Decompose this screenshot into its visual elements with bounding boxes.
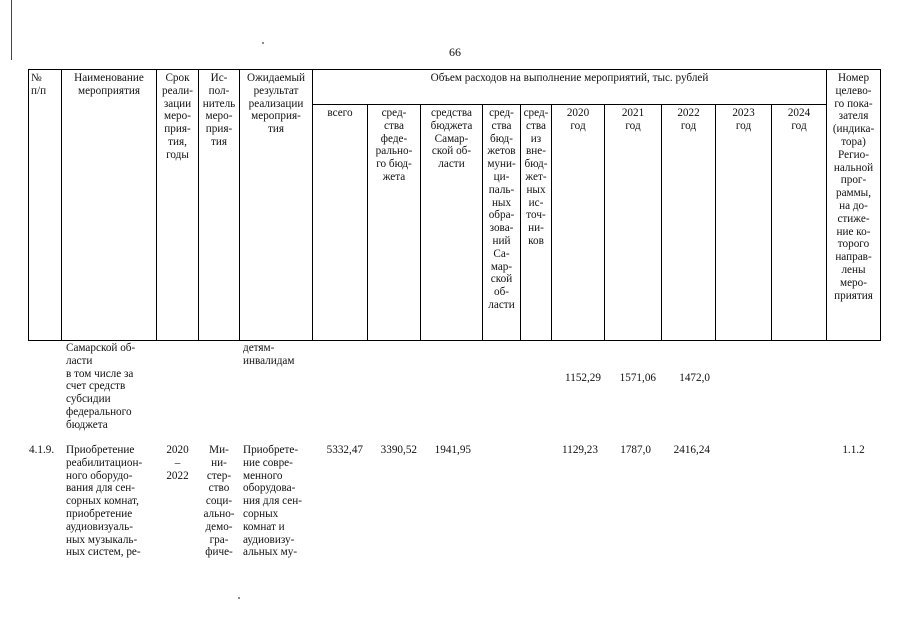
header-term: Срок реали- зации меро- прия- тия, годы: [161, 72, 194, 161]
table-col-line: [61, 69, 62, 341]
table-col-line: [661, 104, 662, 341]
table-subheader-line: [312, 104, 826, 105]
row2-executor: Ми- ни- стер- ство соци- ально- демо- гра- фиче-: [203, 444, 235, 559]
row2-result: Приобрете- ние совре- менного оборудова- ния для сен- сорных комнат и аудиовизу- альных му-: [243, 444, 302, 559]
header-num: № п/п: [31, 72, 47, 97]
table-col-line: [715, 104, 716, 341]
subheader-extrabudget: сред- ства из вне- бюд- жет- ных ис- точ- ни- ков: [523, 107, 549, 247]
table-col-line: [880, 69, 881, 341]
header-indicator: Номер целево- го пока- зателя (индика- тора) Регио- нальной прог- раммы, на до- стиже- ние ко- торого направ- лены меро- приятия: [832, 72, 875, 302]
row2-2020: 1129,23: [562, 444, 598, 456]
subheader-federal: сред- ства феде- рально- го бюд- жета: [375, 107, 413, 183]
row1-name: Самарской об- ласти в том числе за счет средств субсидии федерального бюджета: [66, 342, 136, 431]
row2-indicator: 1.1.2: [842, 444, 865, 456]
scan-speck: [262, 42, 264, 44]
table-col-line: [604, 104, 605, 341]
subheader-2022: 2022 год: [677, 107, 700, 132]
header-volume: Объем расходов на выполнение мероприятий, тыс. рублей: [430, 72, 709, 84]
row2-num: 4.1.9.: [29, 444, 55, 456]
row1-2020: 1152,29: [565, 372, 601, 384]
subheader-2024: 2024 год: [787, 107, 811, 132]
header-result: Ожидаемый результат реализации мероприя- тия: [246, 72, 305, 136]
table-col-line: [551, 104, 552, 341]
scan-edge-line: [11, 0, 12, 60]
row2-regional: 1941,95: [434, 444, 471, 456]
row2-total: 5332,47: [326, 444, 363, 456]
subheader-2021: 2021 год: [621, 107, 645, 132]
row1-2021: 1571,06: [619, 372, 656, 384]
table-col-line: [28, 69, 29, 341]
row1-2022: 1472,0: [679, 372, 710, 384]
row1-result: детям- инвалидам: [243, 342, 295, 367]
scan-speck: [238, 597, 240, 599]
row2-2022: 2416,24: [673, 444, 710, 456]
subheader-municipal: сред- ства бюд- жетов муни- ци- паль- ных обра- зова- ний Са- мар- ской об- ласти: [487, 107, 516, 311]
page-number: 66: [449, 45, 461, 59]
subheader-total: всего: [327, 107, 353, 119]
table-col-line: [771, 104, 772, 341]
header-executor: Ис- пол- нитель меро- прия- тия: [202, 72, 236, 148]
subheader-regional: средства бюджета Самар- ской об- ласти: [430, 107, 473, 171]
header-name: Наименование мероприятия: [74, 72, 144, 97]
row2-federal: 3390,52: [380, 444, 417, 456]
subheader-2020: 2020 год: [566, 107, 590, 132]
row2-name: Приобретение реабилитацион- ного оборудо- вания для сен- сорных комнат, приобретение аудиовизуаль- ных музыкаль- ных систем, ре-: [66, 444, 143, 559]
row2-term: 2020 – 2022: [166, 444, 189, 482]
subheader-2023: 2023 год: [732, 107, 755, 132]
row2-2021: 1787,0: [620, 444, 651, 456]
